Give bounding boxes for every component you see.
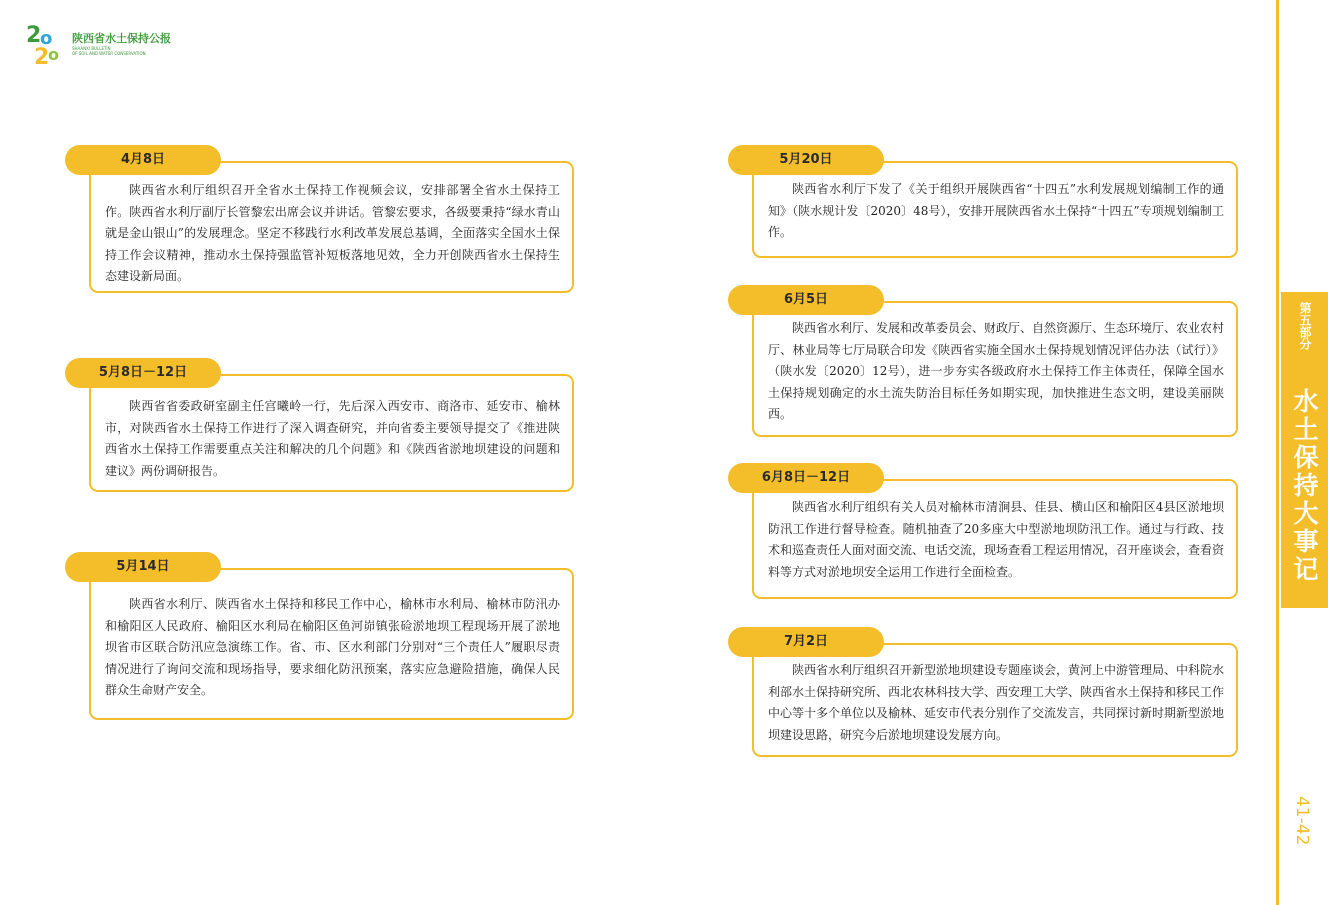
event-text: 陕西省水利厅、发展和改革委员会、财政厅、自然资源厅、生态环境厅、农业农村厅、林业局等七厅局联合印发《陕西省实施全国水土保持规划情况评估办法（试行）》（陕水发〔2020〕12号），进一步夯实各级政府水土保持工作主体责任，保障全国水土保持规划确定的水土流失防治目标任务如期实现，加快推进生态文明，建设美丽陕西。 [768, 321, 1225, 421]
svg-text:o: o [48, 45, 59, 64]
logo-title: 陕西省水土保持公报 [72, 32, 171, 45]
event-jun-5 [728, 285, 1238, 437]
event-may-8-12 [65, 358, 574, 492]
event-jun-8-12 [728, 463, 1238, 599]
event-date: 5月20日 [728, 145, 884, 175]
event-may-14 [65, 552, 574, 720]
event-text: 陕西省水利厅组织召开新型淤地坝建设专题座谈会，黄河上中游管理局、中科院水利部水土保持研究所、西北农林科技大学、西安理工大学、陕西省水土保持和移民工作中心等十多个单位以及榆林、延安市代表分别作了交流发言，共同探讨新时期新型淤地坝建设思路，研究今后淤地坝建设发展方向。 [768, 663, 1225, 742]
section-tab [1281, 292, 1328, 608]
event-text: 陕西省水利厅、陕西省水土保持和移民工作中心，榆林市水利局、榆林市防汛办和榆阳区人民政府、榆阳区水利局在榆阳区鱼河峁镇张硷淤地坝工程现场开展了淤地坝省市区联合防汛应急演练工作。省、市、区水利部门分别对“三个责任人”履职尽责情况进行了询问交流和现场指导，要求细化防汛预案，落实应急避险措施，确保人民群众生命财产安全。 [105, 597, 560, 697]
event-date: 7月2日 [728, 627, 884, 657]
part-label: 第五部分 [1298, 302, 1312, 350]
bulletin-logo [26, 20, 196, 68]
event-date: 4月8日 [65, 145, 221, 175]
event-jul-2 [728, 627, 1238, 757]
event-text: 陕西省水利厅组织召开全省水土保持工作视频会议，安排部署全省水土保持工作。陕西省水利厅副厅长管黎宏出席会议并讲话。管黎宏要求，各级要秉持“绿水青山就是金山银山”的发展理念。坚定不移践行水利改革发展总基调，全面落实全国水土保持工作会议精神，推动水土保持强监管补短板落地见效，全力开创陕西省水土保持生态建设新局面。 [105, 183, 560, 283]
event-date: 5月14日 [65, 552, 221, 582]
svg-text:2: 2 [26, 23, 42, 48]
event-text: 陕西省省委政研室副主任宫曦岭一行，先后深入西安市、商洛市、延安市、榆林市，对陕西省水土保持工作进行了深入调查研究，并向省委主要领导提交了《推进陕西省水土保持工作需要重点关注和解决的几个问题》和《陕西省淤地坝建设的问题和建议》两份调研报告。 [105, 399, 560, 478]
svg-text:2: 2 [34, 45, 50, 66]
event-may-20 [728, 145, 1238, 258]
side-rule [1276, 0, 1279, 905]
logo-subtitle: SHAANXI BULLETIN OF SOIL AND WATER CONSERVATION [72, 46, 146, 56]
event-date: 5月8日－12日 [65, 358, 221, 388]
event-apr-8 [65, 145, 574, 293]
event-date: 6月8日－12日 [728, 463, 884, 493]
event-text: 陕西省水利厅下发了《关于组织开展陕西省“十四五”水利发展规划编制工作的通知》（陕水规计发〔2020〕48号），安排开展陕西省水土保持“十四五”专项规划编制工作。 [768, 182, 1224, 239]
event-text: 陕西省水利厅组织有关人员对榆林市清涧县、佳县、横山区和榆阳区4县区淤地坝防汛工作进行督导检查。随机抽查了20多座大中型淤地坝防汛工作。通过与行政、技术和巡查责任人面对面交流、电话交流，现场查看工程运用情况，召开座谈会，查看资料等方式对淤地坝安全运用工作进行全面检查。 [768, 500, 1225, 579]
logo-2020-mark-icon [26, 20, 70, 66]
event-date: 6月5日 [728, 285, 884, 315]
section-title: 水土保持大事记 [1290, 388, 1319, 584]
svg-text:o: o [40, 28, 53, 49]
page-numbers: 41-42 [1292, 796, 1312, 846]
